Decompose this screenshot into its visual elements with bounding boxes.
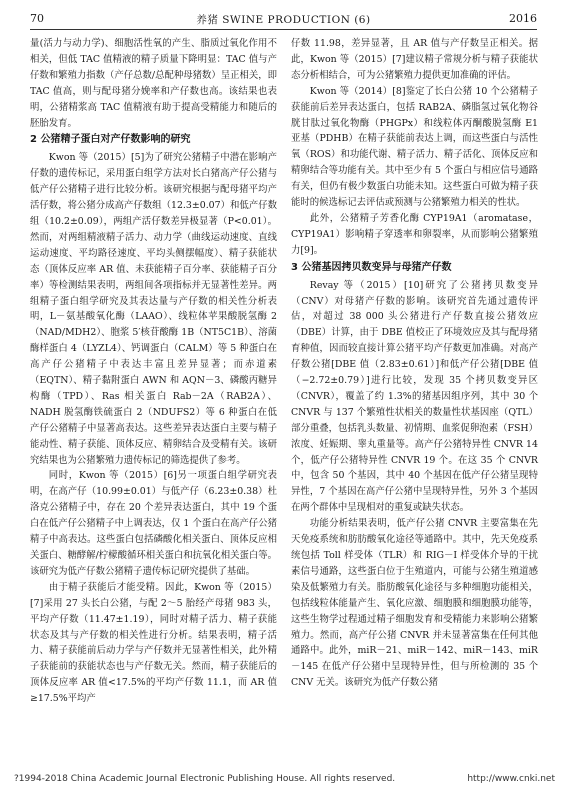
paragraph: Revay 等（2015）[10]研究了公猪拷贝数变异（CNV）对母猪产仔数的影响。该研究首先通过遗传评估，对超过 38 000 头公猪进行产仔数直接公猪效应（DBE）计算，由于 DBE 值校正了环境效应及其与配母猪育种值，因而较直接计算公猪平均产仔数更加准确。对高产仔数公猪[DBE 值（2.83±0.61）]和低产仔公猪[DBE 值（−2.72±0.79）]进行比较，发现 35 个拷贝数变异区（CNVR），覆盖了约 1.3%的猪基因组序列，其中 30 个 CNVR 与 137 个繁殖性状相关的数量性状基因座（QTL）部分重叠，包括乳头数量、初情期、血浆促卵泡素（FSH）浓度、妊娠期、睾丸重量等。高产仔公猪特异性 CNVR 14 个，低产仔公猪特异性 CNVR 19 个。在这 35 个 CNVR 中，包含 50 个基因，其中 40 个基因在低产仔公猪呈现特异性，7 个基因在高产仔公猪中呈现特异性，另外 3 个基因在两个群体中呈现相对的重复或缺失状态。 xyxy=(291,279,538,514)
journal-title: 养猪 SWINE PRODUCTION (6) xyxy=(196,14,371,26)
page-number: 70 xyxy=(30,12,44,25)
section-heading: 3 公猪基因拷贝数变异与母猪产仔数 xyxy=(291,261,452,273)
section-heading: 2 公猪精子蛋白对产仔数影响的研究 xyxy=(30,134,191,146)
page-header xyxy=(30,12,537,28)
paragraph: 同时，Kwon 等（2015）[6]另一项蛋白组学研究表明，在高产仔（10.99±0.01）与低产仔（6.23±0.38）杜洛克公猪精子中，存在 20 个差异表达蛋白，其中 19 个蛋白在低产仔公猪精子中上调表达，仅 1 个蛋白在高产仔公猪精子中高表达。这些蛋白包括磷酸化相关蛋白、顶体反应相关蛋白、糖酵解/柠檬酸循环相关蛋白和抗氧化相关蛋白等。该研究为低产仔数公猪精子遗传标记研究提供了基础。 xyxy=(30,470,277,577)
paragraph: 量(活力与动力学)、细胞活性氧的产生、脂质过氧化作用不相关，但低 TAC 值精液的精子质量下降明显：TAC 值与产仔数和繁殖力指数（产仔总数/总配种母猪数）呈正相关，即 TAC 值高，则与配母猪分娩率和产仔数也高。该结果也表明，公猪精浆高 TAC 值精液有助于提高受精能力和随后的胚胎发育。 xyxy=(30,38,277,129)
paragraph: 由于精子获能后才能受精。因此，Kwon 等（2015）[7]采用 27 头长白公猪，与配 2～5 胎经产母猪 983 头，平均产仔数（11.47±1.19），同时对精子活力、精子获能状态及其与产仔数的相关性进行分析。结果表明，精子活力、精子获能前后动力学与产仔数并无显著性相关，此外精子获能前的获能状态也与产仔数无关。然而，精子获能后的顶体反应率 AR 值<17.5%的平均产仔数 11.1，而 AR 值≥17.5%平均产 xyxy=(30,581,277,705)
paragraph: 此外，公猪精子芳香化酶 CYP19A1（aromatase，CYP19A1）影响精子穿透率和卵裂率，从而影响公猪繁殖力[9]。 xyxy=(291,212,538,256)
footer-link[interactable]: http://www.cnki.net xyxy=(467,774,555,784)
paragraph: Kwon 等（2014）[8]鉴定了长白公猪 10 个公猪精子获能前后差异表达蛋白，包括 RAB2A、磷脂氢过氧化物谷胱甘肽过氧化物酶（PHGPx）和线粒体丙酮酸脱氢酶 E1 亚基（PDHB）在精子获能前表达上调，而这些蛋白与活性氧（ROS）和功能代谢、精子活力、精子活化、顶体反应和精卵结合等功能有关。其中至少有 5 个蛋白与相应信号通路有关，但仍有极少数蛋白功能未知。这些蛋白可做为精子获能时的候选标记去评估或预测与公猪繁殖力相关的性状。 xyxy=(291,85,538,209)
left-column xyxy=(30,36,277,707)
right-column xyxy=(291,36,538,691)
paragraph: 仔数 11.98，差异显著，且 AR 值与产仔数呈正相关。据此，Kwon 等（2015）[7]建议精子常规分析与精子获能状态分析相结合，可为公猪繁殖力提供更加准确的评估。 xyxy=(291,38,538,81)
paragraph: 功能分析结果表明，低产仔公猪 CNVR 主要富集在先天免疫系统和肪肪酸氧化途径等通路中。其中，先天免疫系统包括 Toll 样受体（TLR）和 RIG－I 样受体介导的干扰素信号通路，这些蛋白位于生殖道内，可能与公猪生殖道感染及低繁殖力有关。脂肪酸氧化途径与多种细胞功能相关，包括线粒体能量产生、氧化应激、细胞膜和细胞膜功能等，这些生物学过程通过精子细胞发育和受精能力来影响公猪繁殖力。然而，高产仔公猪 CNVR 并未显著富集在任何其他通路中。此外，miR－21、miR－142、miR－143、miR－145 在低产仔公猪中呈现特异性，但与所检测的 35 个 CNV 无关。该研究为低产仔数公猪 xyxy=(291,518,538,689)
paragraph: Kwon 等（2015）[5]为了研究公猪精子中潜在影响产仔数的遗传标记，采用蛋白组学方法对长白猪高产仔公猪与低产仔公猪精子进行比较分析。该研究根据与配母猪平均产活仔数，将公猪分成高产仔数组（12.3±0.07）和低产仔数组（10.2±0.09），两组产活仔数差异极显著（P<0.01）。然而，对两组精液精子活力、动力学（曲线运动速度、直线运动速度、平均路径速度、平均头侧摆幅度）、精子获能状态（顶体反应率 AR 值、未获能精子百分率、获能精子百分率）等检测结果表明，两组间各项指标并无显著性差异。两组精子蛋白组学研究及其表达量与产仔数的相关性分析表明，L－氨基酸氧化酶（LAAO）、线粒体苹果酸脱氢酶 2（NAD/MDH2）、胞浆 5′核苷酸酶 1B（NT5C1B）、溶菌酶样蛋白 4（LYZL4）、钙调蛋白（CALM）等 5 种蛋白在高产仔公猪精子中表达丰富且差异显著；而赤道素（EQTN）、精子黏附蛋白 AWN 和 AQN－3、磷酸丙糖异构酶（TPD）、Ras 相关蛋白 Rab－2A（RAB2A）、NADH 脱氢酶铁硫蛋白 2（NDUFS2）等 6 种蛋白在低产仔公猪精子中显著高表达。这些差异表达蛋白主要与精子能动性、精子获能、顶体反应、精卵结合及受精有关。该研究结果也为公猪繁殖力遗传标记的筛选提供了参考。 xyxy=(30,152,277,466)
copyright-notice: ?1994-2018 China Academic Journal Electronic Publishing House. All rights reserved. xyxy=(14,774,396,784)
header-rule xyxy=(30,29,537,30)
issue-year: 2016 xyxy=(509,12,537,25)
page-footer xyxy=(14,774,555,790)
